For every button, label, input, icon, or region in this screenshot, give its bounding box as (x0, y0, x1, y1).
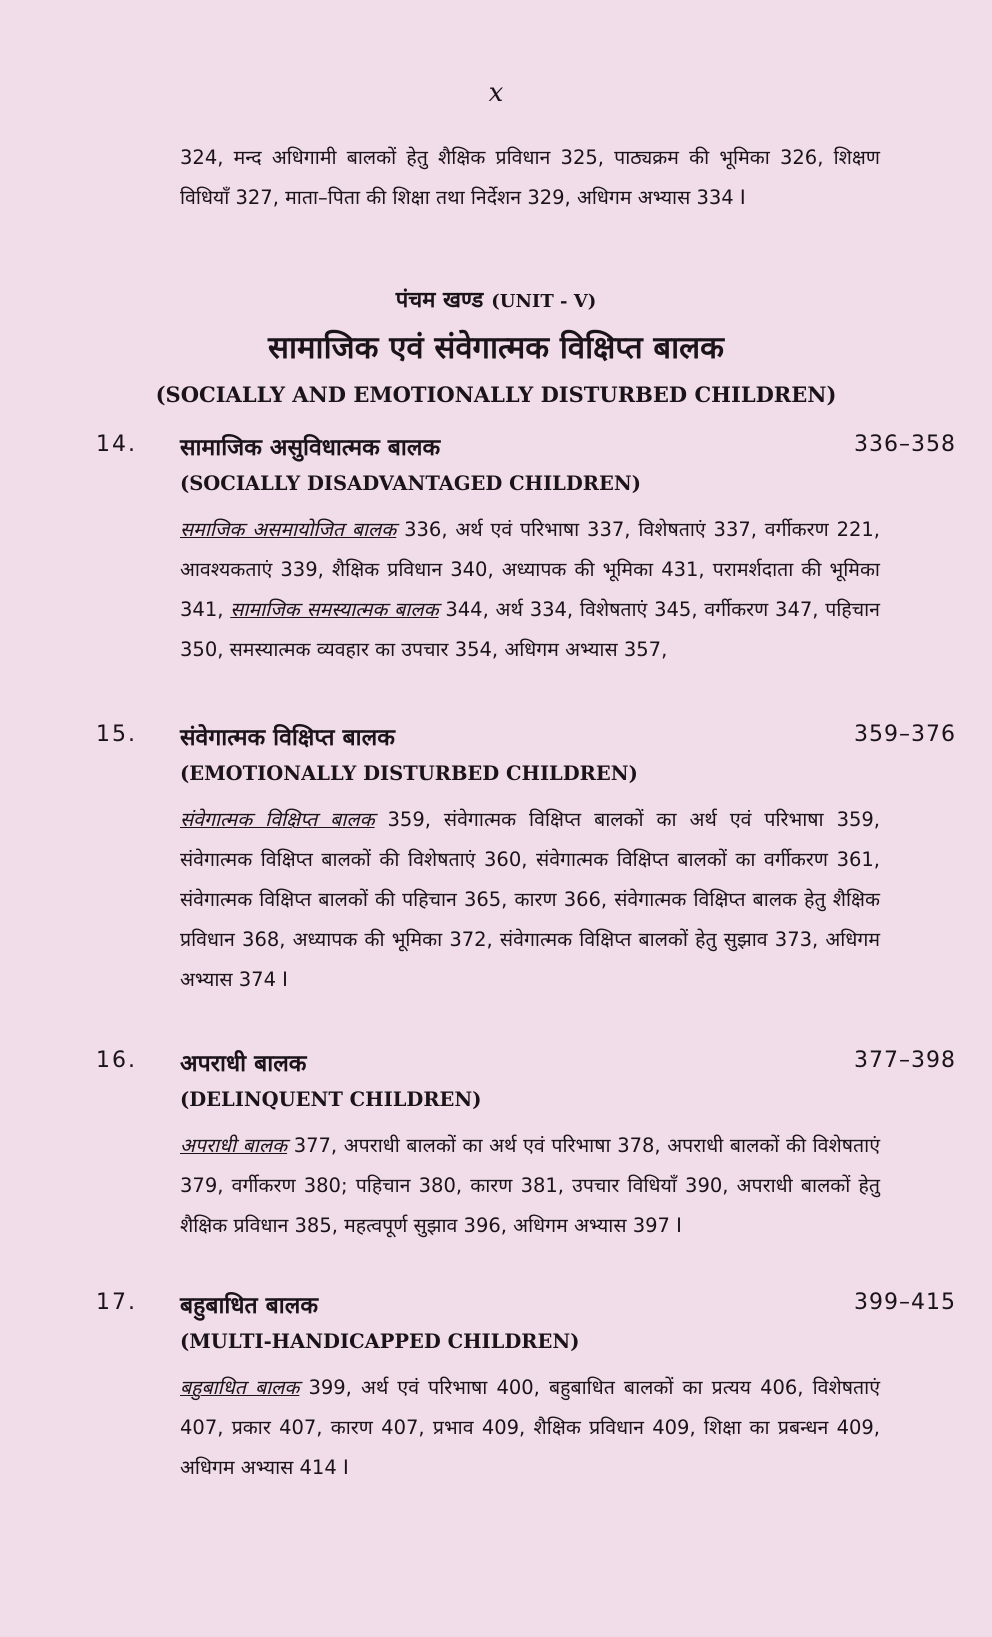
chapter-entry (96, 722, 956, 1000)
unit-hindi: पंचम खण्ड (395, 288, 484, 313)
chapter-topics: 377, अपराधी बालकों का अर्थ एवं परिभाषा 378, अपराधी बालकों की विशेषताएं 379, वर्गीकरण 380; पहिचान 380, कारण 381, उपचार विधियाँ 390, अपराधी बालकों हेतु शैक्षिक प्रविधान 385, महत्वपूर्ण सुझाव 396, अधिगम अभ्यास 397 I (180, 1134, 881, 1237)
chapter-english-title: (DELINQUENT CHILDREN) (180, 1088, 482, 1111)
chapter-contents (180, 1368, 880, 1488)
chapter-contents (180, 1126, 880, 1246)
chapter-topics-2: 344, अर्थ 334, विशेषताएं 345, वर्गीकरण 347, पहिचान 350, समस्यात्मक व्यवहार का उपचार 354, अधिगम अभ्यास 357, (180, 598, 880, 661)
page-number: x (488, 78, 504, 108)
chapter-english-title: (SOCIALLY DISADVANTAGED CHILDREN) (180, 472, 641, 495)
chapter-lead-topic: समाजिक असमायोजित बालक (180, 518, 397, 541)
chapter-title: संवेगात्मक विक्षिप्त बालक (180, 725, 395, 751)
chapter-lead-topic-2: सामाजिक समस्यात्मक बालक (230, 598, 439, 621)
chapter-entry (96, 432, 956, 670)
chapter-number: 15. (96, 722, 137, 747)
chapter-title: सामाजिक असुविधात्मक बालक (180, 435, 441, 461)
chapter-page-range: 377–398 (854, 1048, 956, 1073)
chapter-number: 17. (96, 1290, 137, 1315)
chapter-entry (96, 1290, 956, 1488)
chapter-topics: 399, अर्थ एवं परिभाषा 400, बहुबाधित बालकों का प्रत्यय 406, विशेषताएं 407, प्रकार 407, कारण 407, प्रभाव 409, शैक्षिक प्रविधान 409, शिक्षा का प्रबन्धन 409, अधिगम अभ्यास 414 I (180, 1376, 880, 1479)
chapter-title: बहुबाधित बालक (180, 1293, 319, 1319)
chapter-contents (180, 510, 880, 670)
chapter-number: 14. (96, 432, 137, 457)
chapter-lead-topic: बहुबाधित बालक (180, 1376, 300, 1399)
chapter-page-range: 359–376 (854, 722, 956, 747)
chapter-topics: 336, अर्थ एवं परिभाषा 337, विशेषताएं 337, वर्गीकरण 221, आवश्यकताएं 339, शैक्षिक प्रविधान 340, अध्यापक की भूमिका 431, परामर्शदाता की भूमिका 341, (180, 518, 880, 621)
chapter-topics: 359, संवेगात्मक विक्षिप्त बालकों का अर्थ एवं परिभाषा 359, संवेगात्मक विक्षिप्त बालकों की विशेषताएं 360, संवेगात्मक विक्षिप्त बालकों का वर्गीकरण 361, संवेगात्मक विक्षिप्त बालकों की पहिचान 365, कारण 366, संवेगात्मक विक्षिप्त बालक हेतु शैक्षिक प्रविधान 368, अध्यापक की भूमिका 372, संवेगात्मक विक्षिप्त बालकों हेतु सुझाव 373, अधिगम अभ्यास 374 I (180, 808, 880, 991)
chapter-english-title: (EMOTIONALLY DISTURBED CHILDREN) (180, 762, 638, 785)
chapter-english-title: (MULTI-HANDICAPPED CHILDREN) (180, 1330, 580, 1353)
chapter-number: 16. (96, 1048, 137, 1073)
chapter-title: अपराधी बालक (180, 1051, 307, 1077)
chapter-lead-topic: अपराधी बालक (180, 1134, 288, 1157)
unit-english: (UNIT - V) (491, 291, 597, 312)
section-title-english: (SOCIALLY AND EMOTIONALLY DISTURBED CHILDREN) (155, 382, 837, 407)
chapter-entry (96, 1048, 956, 1246)
chapter-page-range: 336–358 (854, 432, 956, 457)
unit-heading (0, 284, 992, 314)
section-title-hindi: सामाजिक एवं संवेगात्मक विक्षिप्त बालक (268, 330, 724, 366)
chapter-page-range: 399–415 (854, 1290, 956, 1315)
chapter-lead-topic: संवेगात्मक विक्षिप्त बालक (180, 808, 375, 831)
continuation-paragraph: 324, मन्द अधिगामी बालकों हेतु शैक्षिक प्रविधान 325, पाठ्यक्रम की भूमिका 326, शिक्षण विधियाँ 327, माता–पिता की शिक्षा तथा निर्देशन 329, अधिगम अभ्यास 334 I (180, 146, 880, 209)
chapter-contents (180, 800, 880, 1000)
